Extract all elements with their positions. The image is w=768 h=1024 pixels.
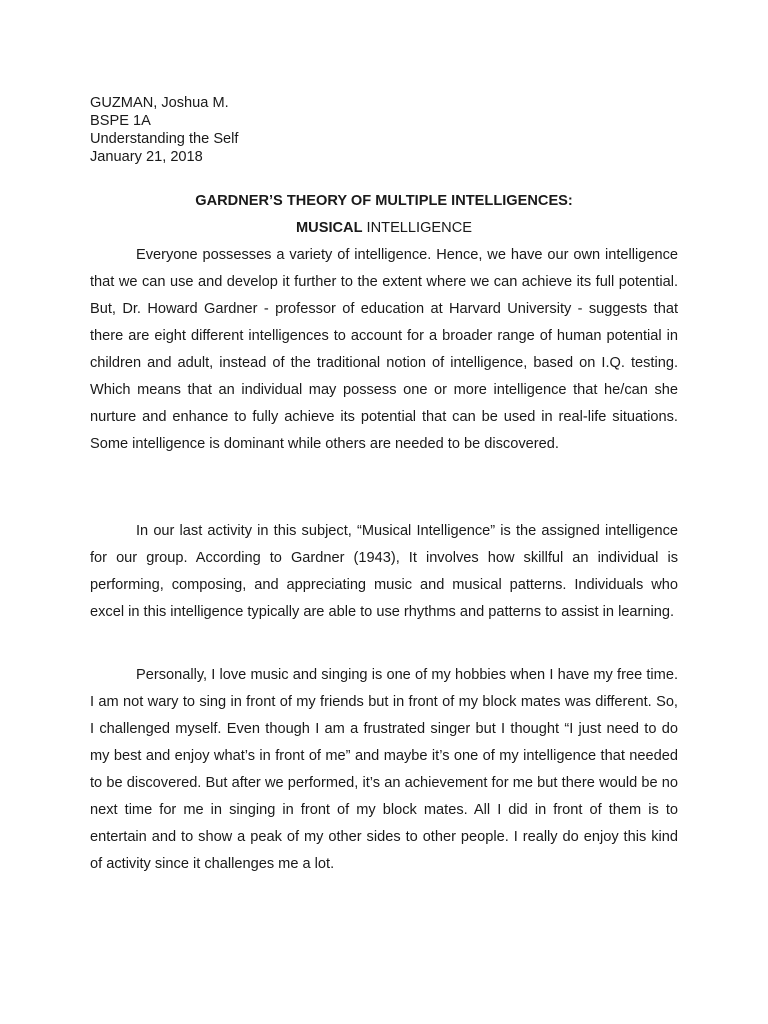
document-title: GARDNER’S THEORY OF MULTIPLE INTELLIGENCES:: [195, 193, 573, 209]
document-date: January 21, 2018: [90, 149, 203, 165]
author-name: GUZMAN, Joshua M.: [90, 95, 229, 111]
subtitle-bold-word: MUSICAL: [296, 220, 363, 236]
body-paragraph: In our last activity in this subject, “Musical Intelligence” is the assigned intelligence for our group. According to Gardner (1943), It involves how skillful an individual is performing, composing, and appreciating music and musical patterns. Individuals who excel in this intelligence typically are able to use rhythms and patterns to assist in learning.: [90, 523, 678, 620]
section-label: BSPE 1A: [90, 113, 151, 129]
body-paragraph-1-block: [90, 242, 678, 458]
body-paragraph-2-block: [90, 518, 678, 626]
document-header: [90, 94, 238, 166]
body-paragraph: Everyone possesses a variety of intelligence. Hence, we have our own intelligence that we can use and develop it further to the extent where we can achieve its full potential. But, Dr. Howard Gardner - professor of education at Harvard University - suggests that there are eight different intelligences to account for a broader range of human potential in children and adult, instead of the traditional notion of intelligence, based on I.Q. testing. Which means that an individual may possess one or more intelligence that he/can she nurture and enhance to fully achieve its potential that can be used in real-life situations. Some intelligence is dominant while others are needed to be discovered.: [90, 247, 678, 452]
body-paragraph: Personally, I love music and singing is one of my hobbies when I have my free time. I am not wary to sing in front of my friends but in front of my block mates was different. So, I challenged myself. Even though I am a frustrated singer but I thought “I just need to do my best and enjoy what’s in front of me” and maybe it’s one of my intelligence that needed to be discovered. But after we performed, it’s an achievement for me but there would be no next time for me in singing in front of my block mates. All I did in front of them is to entertain and to show a peak of my other sides to other people. I really do enjoy this kind of activity since it challenges me a lot.: [90, 667, 678, 872]
document-subtitle: [90, 220, 678, 236]
subtitle-rest: INTELLIGENCE: [362, 220, 472, 236]
course-title: Understanding the Self: [90, 131, 239, 147]
body-paragraph-3-block: [90, 662, 678, 878]
